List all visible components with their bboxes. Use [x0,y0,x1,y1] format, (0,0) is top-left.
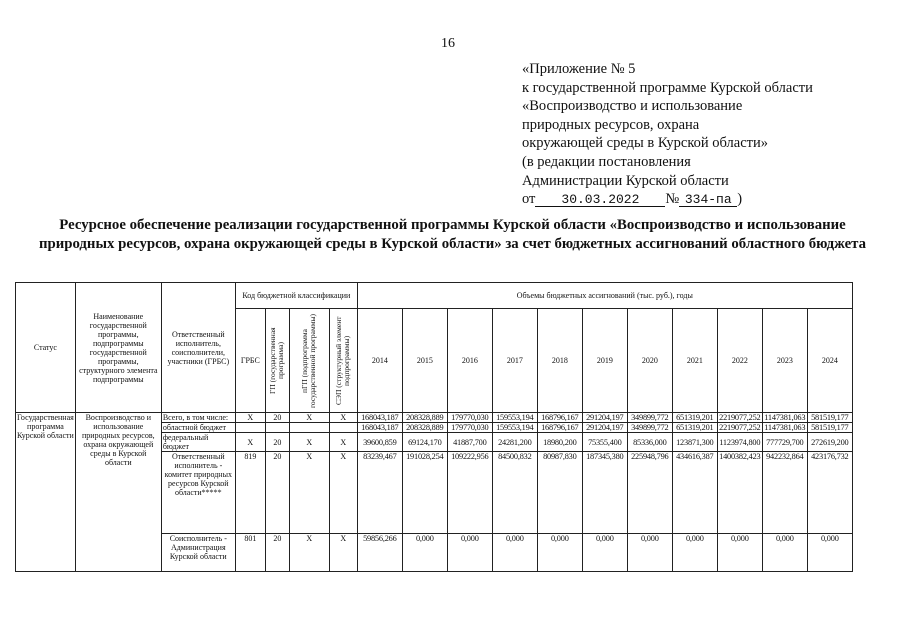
appendix-line: окружающей среды в Курской области» [522,135,769,152]
gp-cell: 20 [265,452,289,534]
value-cell: 272619,200 [807,433,852,452]
value-cell: 1147381,063 [764,413,806,422]
resolution-number: 334-па [679,193,737,207]
value-cell: 1123974,800 [717,433,762,452]
appendix-line: Администрации Курской области [522,172,729,189]
executor-cell: областной бюджет [161,423,235,433]
year-header: 2021 [672,309,717,413]
appendix-line: «Воспроизводство и использование [522,98,743,115]
gp-cell: 20 [265,433,289,452]
value-cell: 0,000 [672,534,717,572]
close-paren: ) [737,191,743,208]
document-title: Ресурсное обеспечение реализации государственной программы Курской области «Воспроизводство и использование природных ресурсов, охрана окружающей среды в Курской области» за счет бюджетных ассигнований областного бюджета [38,217,867,252]
status-cell: Государственная программа Курской области [16,413,76,572]
value-cell: 179770,030 [447,423,492,433]
value-cell: 777729,700 [762,433,807,452]
value-cell: 349899,772 [627,413,672,423]
pgp-cell [289,423,329,433]
header-row-1 [16,283,853,309]
value-cell: 0,000 [402,534,447,572]
value-cell: 1400382,423 [717,452,762,534]
pgp-cell: X [289,413,329,423]
value-cell: 208328,889 [402,413,447,423]
value-cell: 0,000 [492,534,537,572]
year-header: 2019 [582,309,627,413]
value-cell: 41887,700 [447,433,492,452]
value-cell: 651319,201 [672,413,717,423]
value-cell: 80987,830 [537,452,582,534]
value-cell: 423176,732 [807,452,852,534]
sep-cell: X [329,433,357,452]
value-cell: 0,000 [807,534,852,572]
value-cell: 349899,772 [627,423,672,433]
value-cell: 59856,266 [357,534,402,572]
grbs-cell: X [235,413,265,423]
value-cell: 159553,194 [492,413,537,423]
year-header: 2018 [537,309,582,413]
appendix-line: «Приложение № 5 [522,61,636,77]
value-cell: 291204,197 [582,423,627,433]
resolution-date: 30.03.2022 [535,193,665,207]
value-cell: 225948,796 [627,452,672,534]
value-cell: 942232,864 [762,452,807,534]
grbs-header: ГРБС [235,309,265,413]
value-cell: 0,000 [717,534,762,572]
year-header: 2016 [447,309,492,413]
status-header: Статус [16,283,76,413]
gp-cell: 20 [265,534,289,572]
number-label: № [665,191,680,208]
executor-header: Ответственный исполнитель, соисполнители, участники (ГРБС) [161,283,235,413]
pgp-cell: X [289,433,329,452]
sep-cell: X [329,452,357,534]
value-cell: 0,000 [537,534,582,572]
pgp-header: пГП (подпрограмма государственной программы) [300,313,318,408]
pgp-header-cell [289,309,329,413]
value-cell: 0,000 [447,534,492,572]
value-cell: 84500,832 [492,452,537,534]
budget-table [15,282,853,572]
appendix-line: к государственной программе Курской области [522,79,813,96]
year-header: 2022 [717,309,762,413]
year-header: 2015 [402,309,447,413]
sep-cell: X [329,534,357,572]
program-name-cell: Воспроизводство и использование природных ресурсов, охрана окружающей среды в Курской области [75,413,161,572]
value-cell: 1147381,063 [764,423,806,432]
year-header: 2023 [762,309,807,413]
grbs-cell: 819 [235,452,265,534]
value-cell: 39600,859 [357,433,402,452]
value-cell: 208328,889 [402,423,447,433]
value-cell: 0,000 [627,534,672,572]
sep-cell: X [329,413,357,423]
pgp-cell: X [289,534,329,572]
executor-cell: Ответственный исполнитель - комитет природных ресурсов Курской области***** [161,452,235,534]
value-cell: 69124,170 [402,433,447,452]
gp-header: ГП (государственная программа) [268,327,286,394]
year-header: 2017 [492,309,537,413]
value-cell: 168043,187 [357,413,402,423]
gp-cell: 20 [265,413,289,423]
value-cell: 291204,197 [582,413,627,423]
appendix-line: (в редакции постановления [522,153,691,170]
value-cell: 109222,956 [447,452,492,534]
page-number: 16 [441,36,455,51]
value-cell: 2219077,252 [719,423,761,432]
gp-cell [265,423,289,433]
value-cell: 191028,254 [402,452,447,534]
value-cell: 168796,167 [537,413,582,423]
gp-header-cell [265,309,289,413]
value-cell: 434616,387 [672,452,717,534]
sep-cell [329,423,357,433]
value-cell: 123871,300 [672,433,717,452]
pgp-cell: X [289,452,329,534]
appendix-date-line [522,190,813,209]
value-cell: 159553,194 [492,423,537,433]
value-cell: 651319,201 [672,423,717,433]
value-cell: 24281,200 [492,433,537,452]
value-cell: 85336,000 [627,433,672,452]
grbs-cell [235,423,265,433]
value-cell: 18980,200 [537,433,582,452]
sep-header-cell [329,309,357,413]
sep-header: СЭП (структурный элемент подпрограммы) [334,316,352,405]
value-cell: 581519,177 [807,413,852,423]
value-cell: 581519,177 [807,423,852,433]
value-cell: 0,000 [582,534,627,572]
value-cell: 187345,380 [582,452,627,534]
year-header: 2020 [627,309,672,413]
from-label: от [522,191,536,208]
name-header: Наименование государственной программы, подпрограммы государственной программы, структурного элемента подпрограммы [75,283,161,413]
executor-cell: Всего, в том числе: [161,413,235,423]
value-cell: 0,000 [762,534,807,572]
value-cell: 168043,187 [357,423,402,433]
year-header: 2014 [357,309,402,413]
executor-cell: федеральный бюджет [161,433,235,452]
value-cell: 168796,167 [537,423,582,433]
value-cell: 75355,400 [582,433,627,452]
appendix-line: природных ресурсов, охрана [522,116,700,133]
executor-cell: Соисполнитель - Администрация Курской области [161,534,235,572]
table-row [16,413,853,423]
code-group-header: Код бюджетной классификации [235,283,357,309]
grbs-cell: 801 [235,534,265,572]
value-cell: 179770,030 [447,413,492,423]
value-cell: 83239,467 [357,452,402,534]
grbs-cell: X [235,433,265,452]
appendix-block [522,60,813,209]
year-header: 2024 [807,309,852,413]
volume-group-header: Объемы бюджетных ассигнований (тыс. руб.), годы [357,283,852,309]
value-cell: 2219077,252 [719,413,761,422]
